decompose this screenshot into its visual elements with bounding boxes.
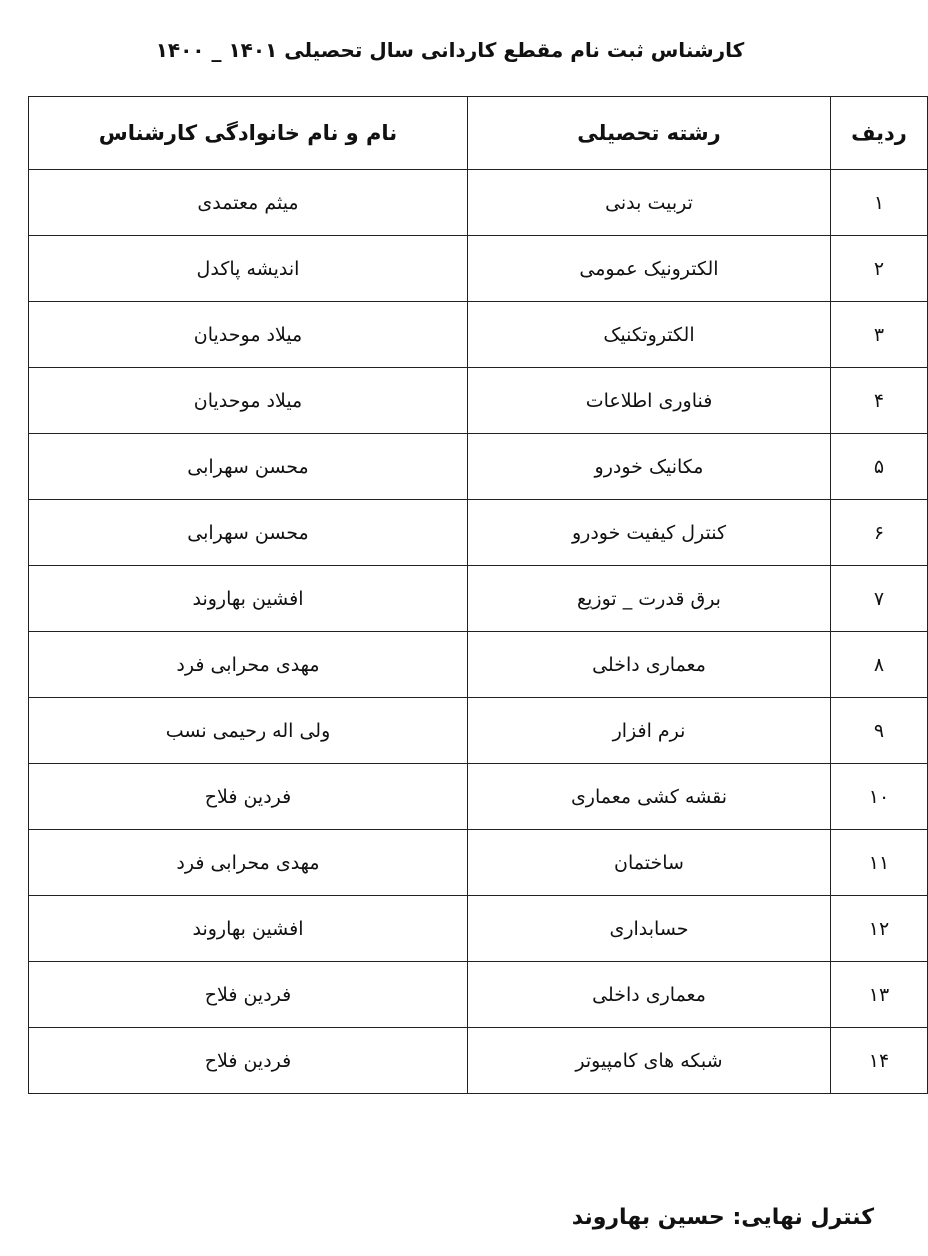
row-number-cell: ۹	[831, 698, 928, 764]
row-number-cell: ۵	[831, 434, 928, 500]
row-number-cell: ۱۰	[831, 764, 928, 830]
row-number-cell: ۶	[831, 500, 928, 566]
document-title: کارشناس ثبت نام مقطع کاردانی سال تحصیلی ۱۴۰۱ _ ۱۴۰۰	[155, 38, 745, 62]
table-row	[29, 368, 928, 434]
field-cell: نرم افزار	[468, 698, 831, 764]
field-cell: معماری داخلی	[468, 962, 831, 1028]
field-cell: برق قدرت _ توزیع	[468, 566, 831, 632]
header-row-number: ردیف	[831, 97, 928, 170]
experts-table	[28, 96, 928, 1094]
expert-name-cell: میلاد موحدیان	[29, 368, 468, 434]
expert-name-cell: فردین فلاح	[29, 962, 468, 1028]
expert-name-cell: افشین بهاروند	[29, 896, 468, 962]
row-number-cell: ۸	[831, 632, 928, 698]
table-header-row	[29, 97, 928, 170]
field-cell: معماری داخلی	[468, 632, 831, 698]
field-cell: فناوری اطلاعات	[468, 368, 831, 434]
expert-name-cell: فردین فلاح	[29, 764, 468, 830]
header-field: رشته تحصیلی	[468, 97, 831, 170]
field-cell: کنترل کیفیت خودرو	[468, 500, 831, 566]
table-row	[29, 566, 928, 632]
row-number-cell: ۲	[831, 236, 928, 302]
field-cell: الکتروتکنیک	[468, 302, 831, 368]
table-row	[29, 830, 928, 896]
table-row	[29, 500, 928, 566]
table-row	[29, 434, 928, 500]
row-number-cell: ۱۴	[831, 1028, 928, 1094]
expert-name-cell: مهدی محرابی فرد	[29, 632, 468, 698]
row-number-cell: ۱۱	[831, 830, 928, 896]
table-body	[29, 170, 928, 1094]
row-number-cell: ۱	[831, 170, 928, 236]
field-cell: الکترونیک عمومی	[468, 236, 831, 302]
field-cell: نقشه کشی معماری	[468, 764, 831, 830]
table-row	[29, 1028, 928, 1094]
expert-name-cell: محسن سهرابی	[29, 434, 468, 500]
table-row	[29, 632, 928, 698]
expert-name-cell: اندیشه پاکدل	[29, 236, 468, 302]
expert-name-cell: محسن سهرابی	[29, 500, 468, 566]
table-row	[29, 302, 928, 368]
row-number-cell: ۱۲	[831, 896, 928, 962]
row-number-cell: ۴	[831, 368, 928, 434]
row-number-cell: ۳	[831, 302, 928, 368]
field-cell: مکانیک خودرو	[468, 434, 831, 500]
row-number-cell: ۷	[831, 566, 928, 632]
row-number-cell: ۱۳	[831, 962, 928, 1028]
expert-name-cell: افشین بهاروند	[29, 566, 468, 632]
expert-name-cell: مهدی محرابی فرد	[29, 830, 468, 896]
table-row	[29, 764, 928, 830]
expert-name-cell: ولی اله رحیمی نسب	[29, 698, 468, 764]
header-expert-name: نام و نام خانوادگی کارشناس	[29, 97, 468, 170]
table-row	[29, 170, 928, 236]
field-cell: حسابداری	[468, 896, 831, 962]
expert-name-cell: میثم معتمدی	[29, 170, 468, 236]
final-control-note: کنترل نهایی: حسین بهاروند	[571, 1205, 874, 1230]
field-cell: تربیت بدنی	[468, 170, 831, 236]
field-cell: شبکه های کامپیوتر	[468, 1028, 831, 1094]
expert-name-cell: میلاد موحدیان	[29, 302, 468, 368]
expert-name-cell: فردین فلاح	[29, 1028, 468, 1094]
table-row	[29, 896, 928, 962]
table-row	[29, 962, 928, 1028]
table-row	[29, 698, 928, 764]
field-cell: ساختمان	[468, 830, 831, 896]
table-row	[29, 236, 928, 302]
